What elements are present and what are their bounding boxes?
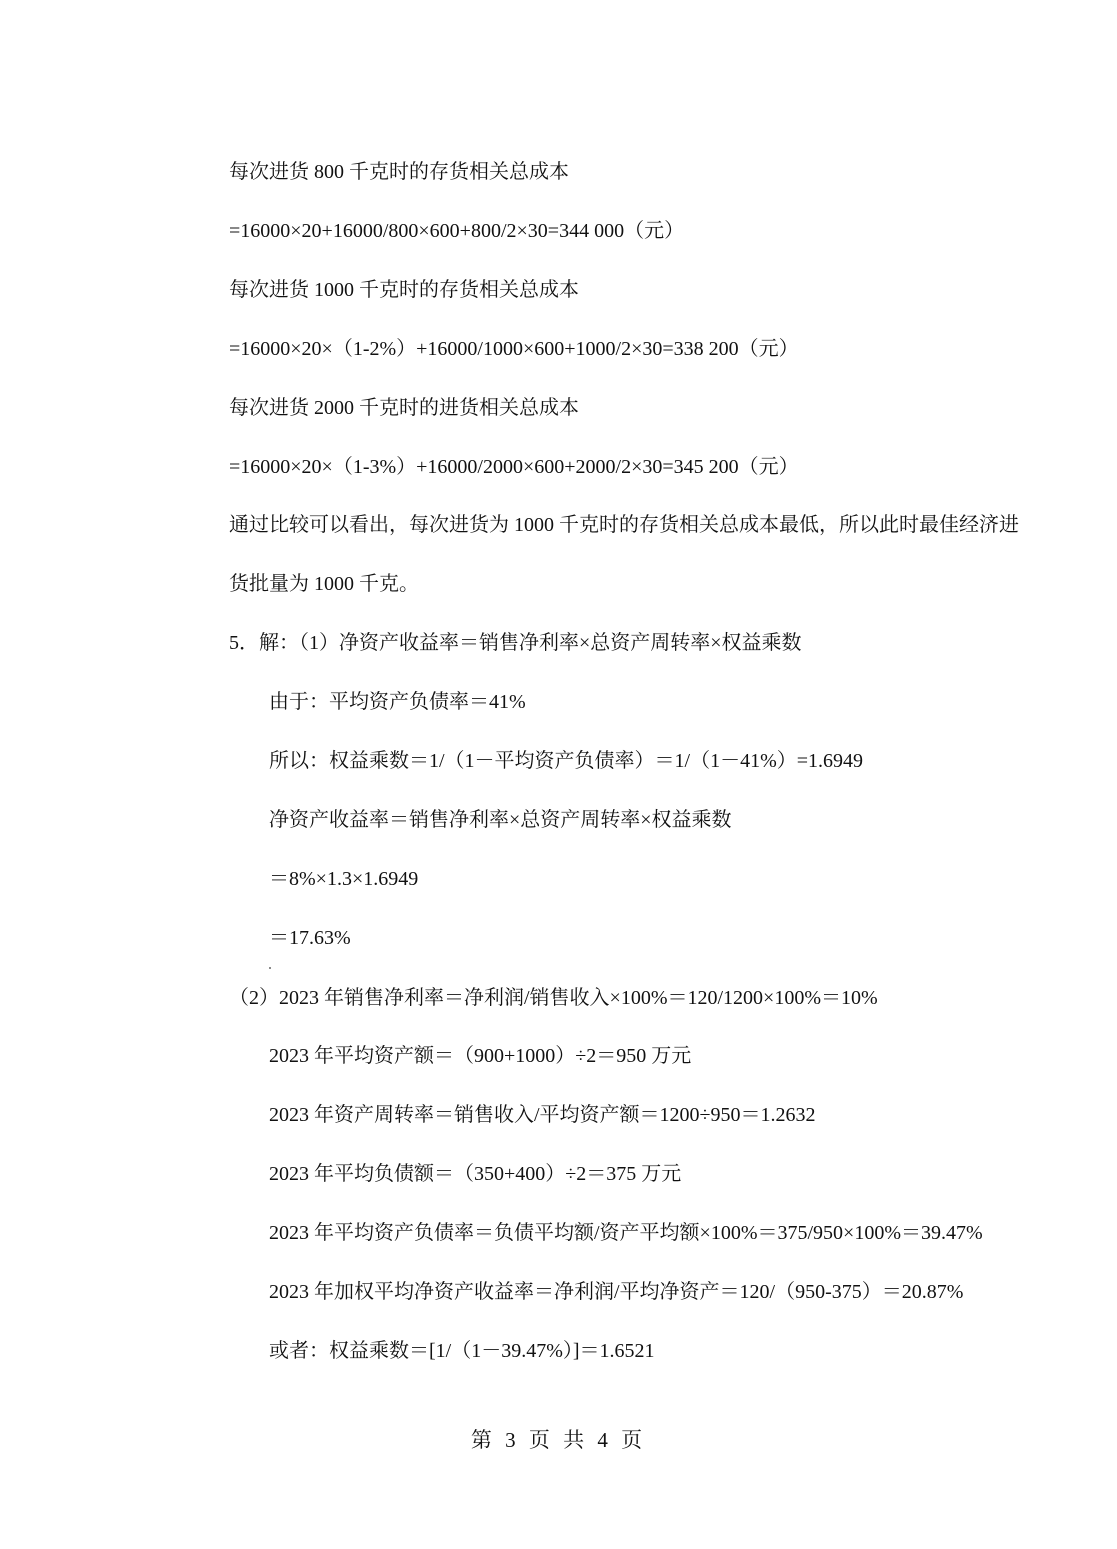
text-line-19: 2023 年平均资产负债率＝负债平均额/资产平均额×100%＝375/950×100%＝39.47%	[269, 1222, 983, 1244]
page-number-footer: 第 3 页 共 4 页	[470, 1428, 647, 1452]
text-line-4: =16000×20×（1-2%）+16000/1000×600+1000/2×30=338 200（元）	[229, 338, 799, 360]
text-line-13: ＝8%×1.3×1.6949	[269, 868, 419, 890]
text-line-6: =16000×20×（1-3%）+16000/2000×600+2000/2×30=345 200（元）	[229, 456, 799, 478]
text-line-1: 每次进货 800 千克时的存货相关总成本	[229, 161, 569, 183]
text-line-12: 净资产收益率＝销售净利率×总资产周转率×权益乘数	[269, 809, 732, 831]
text-line-10: 由于：平均资产负债率＝41%	[269, 691, 526, 713]
text-line-7: 通过比较可以看出，每次进货为 1000 千克时的存货相关总成本最低，所以此时最佳经济进	[229, 514, 1019, 536]
text-line-9: 5．解：（1）净资产收益率＝销售净利率×总资产周转率×权益乘数	[229, 632, 802, 654]
text-line-18: 2023 年平均负债额＝（350+400）÷2＝375 万元	[269, 1163, 682, 1185]
text-line-20: 2023 年加权平均净资产收益率＝净利润/平均净资产＝120/（950-375）＝20.87%	[269, 1281, 964, 1303]
text-line-11: 所以：权益乘数＝1/（1－平均资产负债率）＝1/（1－41%）=1.6949	[269, 750, 864, 772]
text-line-5: 每次进货 2000 千克时的进货相关总成本	[229, 397, 579, 419]
text-line-2: =16000×20+16000/800×600+800/2×30=344 000（元）	[229, 220, 685, 242]
stray-dot	[269, 967, 271, 969]
text-line-14: ＝17.63%	[269, 927, 351, 949]
text-line-3: 每次进货 1000 千克时的存货相关总成本	[229, 279, 579, 301]
text-line-15: （2）2023 年销售净利率＝净利润/销售收入×100%＝120/1200×100%＝10%	[229, 987, 878, 1009]
text-line-17: 2023 年资产周转率＝销售收入/平均资产额＝1200÷950＝1.2632	[269, 1104, 816, 1126]
text-line-16: 2023 年平均资产额＝（900+1000）÷2＝950 万元	[269, 1045, 692, 1067]
text-line-21: 或者：权益乘数＝[1/（1－39.47%）]＝1.6521	[269, 1340, 655, 1362]
text-line-8: 货批量为 1000 千克。	[229, 573, 419, 595]
